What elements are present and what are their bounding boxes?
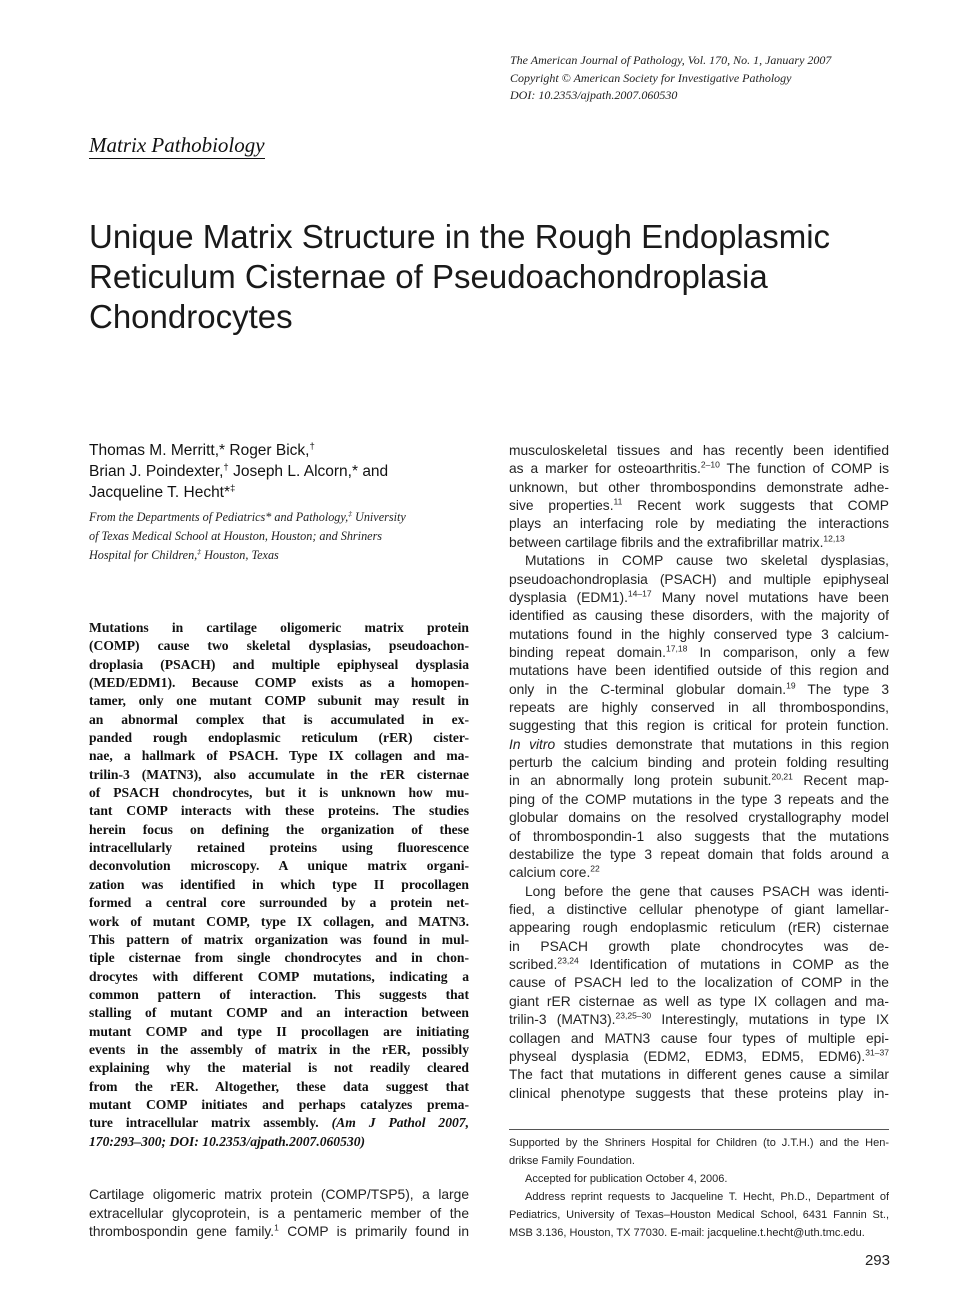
author-text: Jacqueline T. Hecht* <box>89 484 231 501</box>
body-line: clinical phenotype suggests that these proteins play in- <box>509 1085 889 1101</box>
body-line: The fact that mutations in different genes cause a similar <box>509 1067 889 1083</box>
body-text: between cartilage fibrils and the extrafibrillar matrix. <box>509 534 824 550</box>
body-text: Recent map- <box>792 773 889 789</box>
abstract-line: droplasia (PSACH) and multiple epiphyseal dysplasia <box>89 656 469 672</box>
abstract-line: panded rough endoplasmic reticulum (rER) cister- <box>89 730 469 746</box>
reference-mark: 12,13 <box>823 533 845 544</box>
body-line: musculoskeletal tissues and has recently been identified <box>509 443 889 458</box>
body-text: Interestingly, mutations in type IX <box>651 1012 889 1028</box>
author-list <box>89 440 479 503</box>
author-mark: ‡ <box>230 482 236 494</box>
body-line: cause of PSACH led to the localization of COMP in the <box>509 975 889 991</box>
body-column-right <box>509 442 889 1103</box>
reference-mark: 17,18 <box>665 643 688 654</box>
abstract <box>89 619 469 1151</box>
author-line <box>89 482 479 503</box>
body-line: globular domains on the resolved crystallography model <box>509 810 889 826</box>
footnote-accepted: Accepted for publication October 4, 2006. <box>525 1173 728 1185</box>
abstract-line: an abnormal complex that is accumulated in ex- <box>89 711 469 727</box>
body-line <box>509 460 889 478</box>
body-line: Mutations in COMP cause two skeletal dysplasias, <box>525 553 889 569</box>
abstract-line: explaining why the material is not readily cleared <box>89 1060 469 1076</box>
body-line: giant rER cisternae as well as type IX collagen and ma- <box>509 993 889 1009</box>
reference-mark: 23,25–30 <box>615 1011 652 1021</box>
affiliation <box>89 508 474 565</box>
journal-copyright: Copyright © American Society for Investigative Pathology <box>510 70 792 85</box>
body-line: collagen and MATN3 cause four types of multiple epi- <box>509 1030 889 1046</box>
body-line <box>509 864 889 882</box>
body-line: destabilize the type 3 repeat domain that folds around a <box>509 846 889 862</box>
author-mark: † <box>223 461 229 473</box>
abstract-line: mutant COMP and type II procollagen are initiating <box>89 1023 469 1039</box>
affiliation-text: Hospital for Children, <box>89 548 198 562</box>
body-text: studies demonstrate that mutations in this region <box>555 736 889 752</box>
body-line: mutations found in the highly conserved type 3 calcium- <box>509 626 889 642</box>
footnote-support: Supported by the Shriners Hospital for Children (to J.T.H.) and the Hen- <box>509 1137 889 1149</box>
reference-mark: 20,21 <box>771 772 793 782</box>
body-line: extracellular glycoprotein, is a pentameric member of the <box>89 1205 469 1221</box>
journal-header <box>510 52 930 105</box>
body-line <box>509 956 889 974</box>
footnote-address: Pediatrics, University of Texas–Houston Medical School, 6431 Fannin St., <box>509 1209 889 1221</box>
body-line: in PSACH growth plate chondrocytes was de- <box>509 938 889 954</box>
abstract-line: tamer, only one mutant COMP subunit may result in <box>89 693 469 709</box>
abstract-text: ture intracellular matrix assembly. <box>89 1115 319 1131</box>
affiliation-mark: ‡ <box>197 546 202 556</box>
abstract-line: deconvolution microscopy. A unique matrix organi- <box>89 858 469 874</box>
abstract-line: mutant COMP initiates and perhaps catalyzes prema- <box>89 1096 469 1112</box>
journal-citation: The American Journal of Pathology, Vol. 170, No. 1, January 2007 <box>510 53 832 67</box>
body-text: thrombospondin gene family. <box>89 1224 275 1239</box>
intro-paragraph <box>89 1186 469 1242</box>
reference-mark: 14–17 <box>627 588 652 599</box>
affiliation-mark: ‡ <box>348 508 352 518</box>
journal-doi: DOI: 10.2353/ajpath.2007.060530 <box>510 88 678 102</box>
body-line <box>89 1223 469 1242</box>
footnote-address: Address reprint requests to Jacqueline T. Hecht, Ph.D., Department of <box>525 1191 889 1203</box>
body-line <box>509 1048 889 1066</box>
author-text: Brian J. Poindexter, <box>89 463 224 480</box>
body-line: Long before the gene that causes PSACH was identi- <box>525 883 889 899</box>
body-line <box>509 534 889 552</box>
body-line: pseudoachondroplasia (PSACH) and multiple epiphyseal <box>509 571 889 587</box>
abstract-line: of PSACH chondrocytes, but it is unknown how mu- <box>89 785 469 801</box>
body-text: calcium core. <box>509 865 591 881</box>
abstract-line: events in the assembly of matrix in the rER, possibly <box>89 1041 469 1057</box>
footnotes <box>509 1134 889 1242</box>
body-line <box>509 589 889 607</box>
abstract-line: common pattern of interaction. This suggests that <box>89 986 469 1002</box>
author-mark: † <box>309 440 315 452</box>
abstract-line: This pattern of matrix organization was found in mul- <box>89 931 469 947</box>
body-line: unknown, but other thrombospondins demonstrate adhe- <box>509 479 889 495</box>
body-line <box>509 772 889 790</box>
body-text: The function of COMP is <box>719 461 889 477</box>
abstract-citation: (Am J Pathol 2007, <box>331 1115 469 1131</box>
body-line: repeats are highly conserved in all thrombospondins, <box>509 700 889 716</box>
body-line <box>509 681 889 699</box>
body-line: identified as causing these disorders, with the majority of <box>509 608 889 624</box>
body-text: Identification of mutations in COMP as the <box>578 957 889 973</box>
body-text: The type 3 <box>795 681 889 697</box>
author-text: Thomas M. Merritt,* Roger Bick, <box>89 442 310 459</box>
body-line: perturb the calcium binding and protein folding resulting <box>509 755 889 771</box>
body-line: plays an interfacing role by mediating the interactions <box>509 516 889 532</box>
body-line <box>509 497 889 515</box>
abstract-line: (COMP) cause two skeletal dysplasias, pseudoachon- <box>89 638 469 654</box>
author-line <box>89 440 479 461</box>
affiliation-text: From the Departments of Pediatrics* and Pathology, <box>89 510 349 524</box>
body-line: appearing rough endoplasmic reticulum (rER) cisternae <box>509 920 889 936</box>
body-text: trilin-3 (MATN3). <box>509 1012 616 1028</box>
affiliation-line <box>89 508 474 527</box>
body-text: In vitro <box>509 736 556 752</box>
footnote-divider <box>509 1129 889 1130</box>
title-line: Unique Matrix Structure in the Rough Endoplasmic <box>89 218 831 255</box>
body-line <box>509 1011 889 1029</box>
abstract-line: Mutations in cartilage oligomeric matrix protein <box>89 620 469 635</box>
title-line: Chondrocytes <box>89 298 293 335</box>
abstract-line: trilin-3 (MATN3), also accumulate in the rER cisternae <box>89 766 469 782</box>
article-title <box>89 217 889 337</box>
body-text: scribed. <box>509 957 558 973</box>
reference-mark: 11 <box>613 497 623 507</box>
reference-mark: 22 <box>590 864 600 874</box>
reference-mark: 23,24 <box>557 956 579 966</box>
body-line: mutations have been identified outside of this region and <box>509 663 889 679</box>
abstract-line <box>89 1114 469 1132</box>
body-line <box>509 736 889 754</box>
body-line: ping of the COMP mutations in the type 3 repeats and the <box>509 791 889 807</box>
body-text: only in the C-terminal globular domain. <box>509 681 787 697</box>
footnote-address: MSB 3.136, Houston, TX 77030. E-mail: jacqueline.t.hecht@uth.tmc.edu. <box>509 1227 865 1239</box>
body-text: binding repeat domain. <box>509 644 666 660</box>
body-line: Cartilage oligomeric matrix protein (COMP/TSP5), a large <box>89 1187 469 1202</box>
body-line: of thrombospondin-1 also suggests that the mutations <box>509 828 889 844</box>
section-heading: Matrix Pathobiology <box>89 133 265 157</box>
body-text: In comparison, only a few <box>687 644 889 660</box>
abstract-line: herein focus on defining the organization of these <box>89 821 469 837</box>
body-line <box>509 644 889 662</box>
page-number: 293 <box>864 1252 890 1269</box>
reference-mark: 2–10 <box>700 460 720 470</box>
reference-mark: 31–37 <box>865 1047 889 1058</box>
abstract-line: formed a central core surrounded by a protein net- <box>89 895 469 911</box>
reference-mark: 19 <box>786 680 796 691</box>
body-text: dysplasia (EDM1). <box>509 589 628 605</box>
abstract-line: stalling of mutant COMP and an interaction between <box>89 1005 469 1021</box>
abstract-citation: 170:293–300; DOI: 10.2353/ajpath.2007.060530) <box>89 1133 366 1149</box>
abstract-line: from the rER. Altogether, these data suggest that <box>89 1078 469 1094</box>
body-text: Recent work suggests that COMP <box>622 498 889 514</box>
body-text: COMP is primarily found in <box>278 1224 469 1239</box>
abstract-line: zation was identified in which type II procollagen <box>89 876 469 892</box>
abstract-line: nae, a hallmark of PSACH. Type IX collagen and ma- <box>89 748 469 764</box>
title-line: Reticulum Cisternae of Pseudoachondroplasia <box>89 258 768 295</box>
body-line: fied, a distinctive cellular phenotype of giant lamellar- <box>509 901 889 917</box>
abstract-line: tant COMP interacts with these proteins. The studies <box>89 803 469 819</box>
body-text: Many novel mutations have been <box>651 589 889 605</box>
footnote-support: drikse Family Foundation. <box>509 1155 635 1167</box>
abstract-line: drocytes with different COMP mutations, indicating a <box>89 968 469 984</box>
affiliation-line: of Texas Medical School at Houston, Houston; and Shriners <box>89 529 383 543</box>
body-text: physeal dysplasia (EDM2, EDM3, EDM5, EDM6). <box>509 1048 866 1064</box>
affiliation-line <box>89 546 474 565</box>
abstract-line: intracellularly retained proteins using fluorescence <box>89 840 469 856</box>
reference-mark: 1 <box>274 1223 279 1233</box>
affiliation-text: Houston, Texas <box>201 548 279 562</box>
body-text: in an abnormally long protein subunit. <box>509 773 772 789</box>
abstract-line: (MED/EDM1). Because COMP exists as a homopen- <box>89 675 469 691</box>
body-text: as a marker for osteoarthritis. <box>509 461 701 477</box>
body-text: sive properties. <box>509 498 614 514</box>
abstract-line: work of mutant COMP, type IX collagen, and MATN3. <box>89 913 469 929</box>
body-line: suggesting that this region is critical for protein function. <box>509 718 889 734</box>
abstract-line: tiple cisternae from single chondrocytes and in chon- <box>89 950 469 966</box>
affiliation-text: University <box>351 510 406 524</box>
author-line <box>89 461 479 482</box>
author-text: Joseph L. Alcorn,* and <box>228 463 389 480</box>
